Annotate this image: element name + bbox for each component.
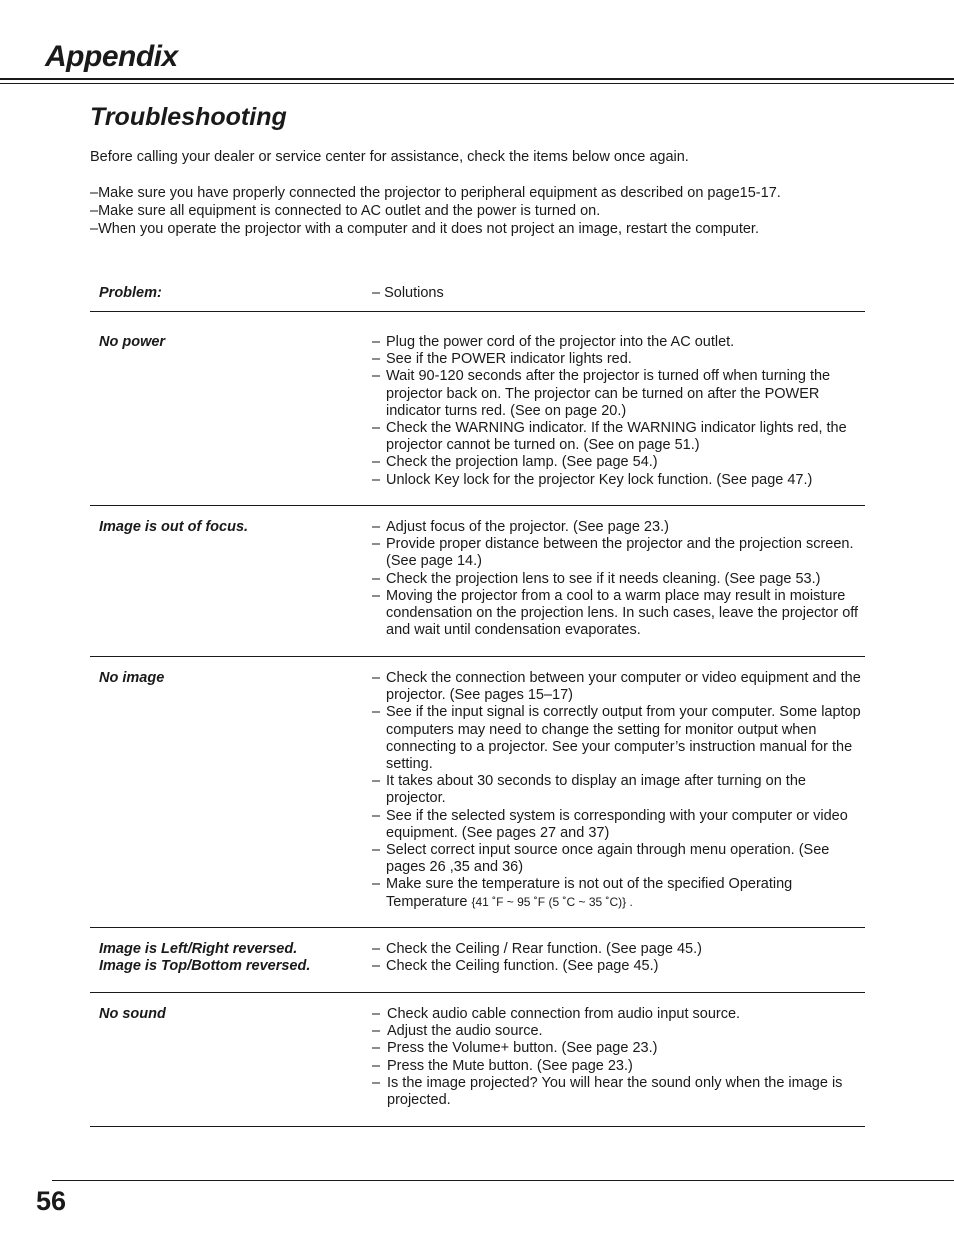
- solution-item: – Adjust focus of the projector. (See page 23.): [372, 519, 669, 535]
- problem-label: Image is out of focus.: [99, 519, 249, 535]
- table-row: [90, 941, 865, 993]
- solutions-header: – Solutions: [372, 285, 444, 301]
- table-row: [90, 334, 865, 506]
- solution-list: [372, 941, 864, 975]
- solution-item: – Select correct input source once again through menu operation. (See pages 26 ,35 and 36): [372, 842, 830, 876]
- page-number: 56: [36, 1186, 67, 1216]
- solution-item: – Check the Ceiling / Rear function. (See page 45.): [372, 941, 702, 957]
- solution-item: – See if the input signal is correctly output from your computer. Some laptop computers may need to change the setting for monitor output when connecting to a projector. See your computer’s instruction manual for the setting.: [372, 704, 861, 773]
- solution-item: – See if the selected system is corresponding with your computer or video equipment. (See pages 27 and 37): [372, 807, 848, 841]
- table-row: [90, 1006, 865, 1127]
- solution-item: – Moving the projector from a cool to a warm place may result in moisture condensation on the projection lens. In such cases, leave the projector off and wait until condensation evaporates.: [372, 587, 859, 639]
- solution-list: [372, 519, 864, 639]
- solution-item: – Check audio cable connection from audio input source.: [372, 1006, 741, 1022]
- solution-list: [372, 334, 864, 489]
- solution-item: – Plug the power cord of the projector into the AC outlet.: [372, 334, 735, 350]
- problem-label: No sound: [99, 1006, 166, 1022]
- solution-item: – Make sure the temperature is not out of the specified Operating Temperature {41 ˚F ~ 95 ˚F (5 ˚C ~ 35 ˚C)} .: [372, 876, 793, 910]
- solution-list: [372, 670, 864, 911]
- page-heading: Troubleshooting: [90, 103, 287, 131]
- header-rule-thin: [0, 83, 954, 84]
- solution-item: – Wait 90-120 seconds after the projector is turned off when turning the projector back on. The projector can be turned on after the POWER indicator turns red. (See on page 20.): [372, 368, 831, 419]
- intro-paragraph: Before calling your dealer or service center for assistance, check the items below once again.: [90, 149, 689, 165]
- temperature-range: {41 ˚F ~ 95 ˚F (5 ˚C ~ 35 ˚C)} .: [471, 894, 633, 909]
- preliminary-checklist: [90, 184, 880, 238]
- solution-item: – Check the connection between your computer or video equipment and the projector. (See pages 15–17): [372, 670, 861, 704]
- footer-rule: [52, 1180, 954, 1181]
- problem-label: Image is Left/Right reversed. Image is Top/Bottom reversed.: [99, 941, 311, 974]
- solution-item: – Unlock Key lock for the projector Key lock function. (See page 47.): [372, 471, 813, 488]
- problem-label: No power: [99, 334, 166, 350]
- table-header: [90, 285, 865, 312]
- check-item: –When you operate the projector with a computer and it does not project an image, restart the computer.: [90, 221, 759, 237]
- section-title: Appendix: [45, 40, 178, 73]
- solution-item: – Is the image projected? You will hear the sound only when the image is projected.: [372, 1074, 843, 1109]
- solution-item: – Adjust the audio source.: [372, 1023, 543, 1040]
- problem-label: No image: [99, 670, 165, 686]
- solution-item: – Check the projection lamp. (See page 54.): [372, 454, 658, 471]
- table-row: [90, 670, 865, 928]
- solution-item: – Press the Volume+ button. (See page 23.): [372, 1040, 658, 1057]
- check-item: –Make sure all equipment is connected to AC outlet and the power is turned on.: [90, 203, 601, 219]
- solution-item: – Press the Mute button. (See page 23.): [372, 1057, 633, 1074]
- solution-item: – See if the POWER indicator lights red.: [372, 351, 632, 368]
- check-item: –Make sure you have properly connected the projector to peripheral equipment as described on page15-17.: [90, 185, 781, 201]
- solution-item: – Check the WARNING indicator. If the WARNING indicator lights red, the projector cannot be turned on. (See on page 51.): [372, 420, 847, 454]
- solution-list: [372, 1006, 864, 1109]
- problem-header: Problem:: [99, 285, 162, 301]
- solution-item: – It takes about 30 seconds to display an image after turning on the projector.: [372, 773, 806, 807]
- table-row: [90, 519, 865, 657]
- solution-item: – Check the projection lens to see if it needs cleaning. (See page 53.): [372, 570, 821, 587]
- solution-item: – Provide proper distance between the projector and the projection screen. (See page 14.): [372, 536, 854, 570]
- header-rule-thick: [0, 78, 954, 80]
- solution-item: – Check the Ceiling function. (See page 45.): [372, 958, 659, 975]
